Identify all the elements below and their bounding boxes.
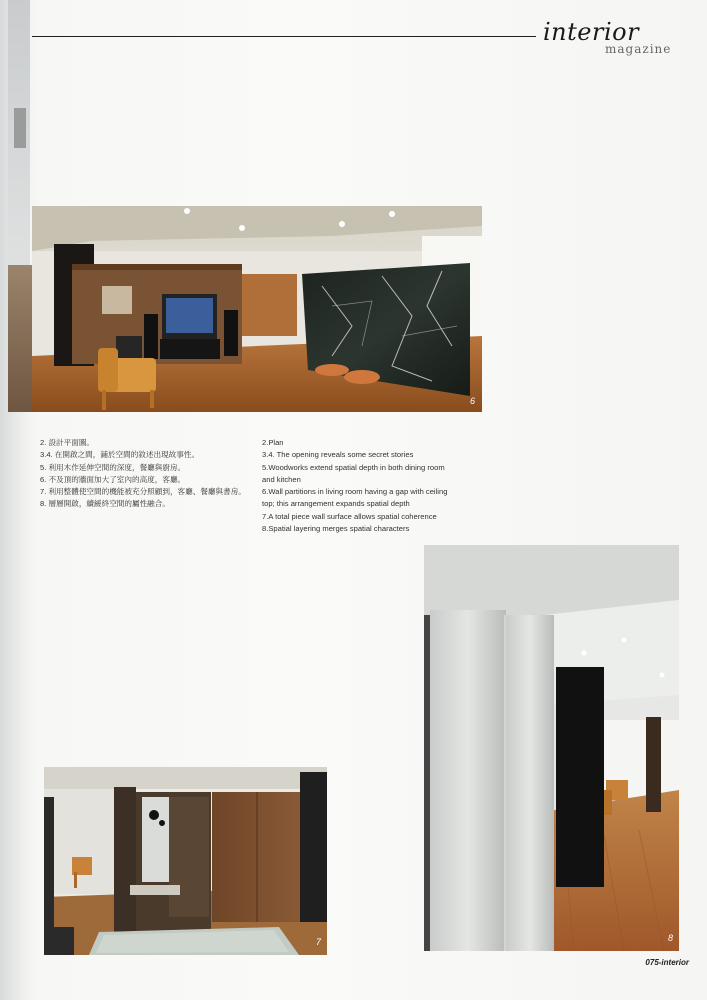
caption-en-line: and kitchen [262, 474, 301, 484]
photo-number-7: 7 [316, 937, 322, 947]
dining-room-illustration [44, 767, 327, 955]
logo-magazine-text: magazine [605, 42, 672, 56]
caption-en-line: 5.Woodworks extend spatial depth in both dining room [262, 462, 445, 472]
photo-corridor [424, 545, 679, 951]
caption-zh-line: 8. 層層開啟，續緩終空間的屬性融合。 [40, 499, 170, 509]
photo-dining-room [44, 767, 327, 955]
spine-bleed-photo [8, 265, 32, 412]
living-room-illustration [32, 206, 482, 412]
photo-number-8: 8 [668, 933, 674, 943]
caption-chinese [40, 437, 250, 511]
header-rule [32, 36, 536, 37]
caption-en-line: 7.A total piece wall surface allows spatial coherence [262, 511, 437, 521]
caption-en-line: 3.4. The opening reveals some secret stories [262, 450, 414, 460]
photo-number-6: 6 [470, 396, 476, 406]
logo-interior-text: interior [543, 18, 640, 46]
caption-english [262, 437, 472, 535]
caption-zh-line: 7. 利用整體使空間的機能被充分照顧到，客廳、餐廳與書房。 [40, 487, 246, 497]
spine-mark [14, 108, 26, 148]
caption-zh-line: 3.4. 在開啟之間，鋪於空間的敘述出現故事性。 [40, 450, 200, 460]
magazine-logo [543, 18, 683, 58]
caption-en-line: 8.Spatial layering merges spatial characters [262, 524, 410, 534]
caption-en-line: top; this arrangement expands spatial depth [262, 499, 410, 509]
caption-zh-line: 2. 設計平面圖。 [40, 438, 95, 447]
caption-zh-line: 5. 利用木作延伸空間的深度，餐廳與廚房。 [40, 462, 186, 472]
page-folio: 075-interior [645, 958, 689, 967]
caption-zh-line: 6. 不及頂的牆面加大了室內的高度，客廳。 [40, 474, 186, 484]
caption-en-line: 6.Wall partitions in living room having a gap with ceiling [262, 487, 448, 497]
photo-living-room [32, 206, 482, 412]
corridor-illustration [424, 545, 679, 951]
caption-en-line: 2.Plan [262, 438, 284, 447]
